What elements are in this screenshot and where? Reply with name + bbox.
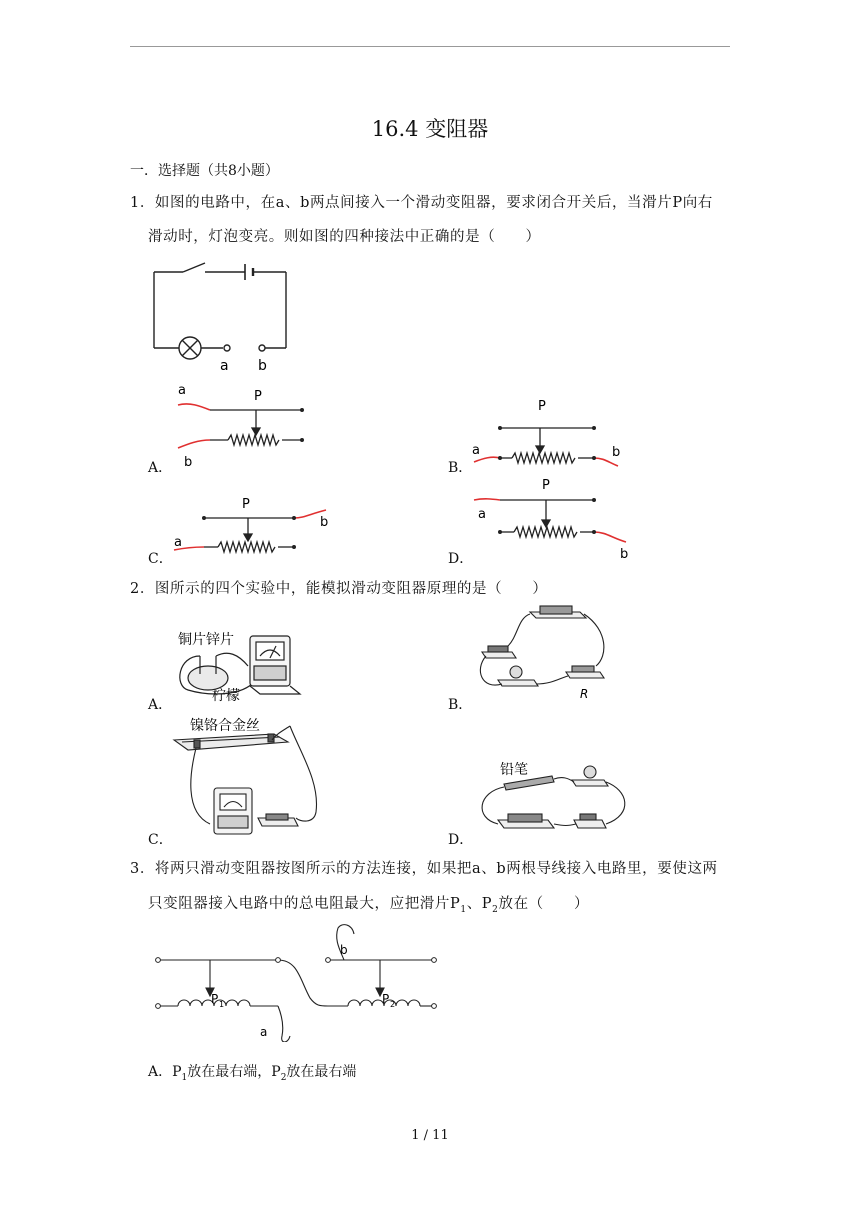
q1-option-a-diagram — [170, 380, 310, 472]
q1-option-c-label: C． — [148, 551, 173, 567]
q3-label-p2-sub: 2 — [390, 1000, 396, 1009]
q1-option-b-diagram — [470, 392, 630, 472]
question-2-line-1: 2．图所示的四个实验中，能模拟滑动变阻器原理的是（ ） — [130, 581, 548, 597]
q3-line2-sub1: 1 — [460, 904, 467, 915]
q3-option-a-sub1: 1 — [181, 1072, 188, 1083]
q1a-label-a: a — [178, 383, 186, 398]
question-3-line-2 — [148, 892, 589, 915]
question-3-line-1: 3．将两只滑动变阻器按图所示的方法连接，如果把a、b两根导线接入电路里，要使这两 — [130, 861, 718, 877]
q1a-label-b: b — [184, 455, 193, 470]
q2b-label-r: R — [580, 687, 589, 701]
q3-label-p1-sub: 1 — [219, 1000, 225, 1009]
q2-option-c-label: C． — [148, 832, 173, 848]
q1d-label-b: b — [620, 547, 629, 562]
q3-label-b: b — [340, 943, 348, 957]
q3-option-a-mid: 放在最右端，P — [187, 1064, 281, 1080]
q1-option-d-diagram — [470, 472, 640, 562]
q3-option-a-sub2: 2 — [280, 1072, 287, 1083]
q3-line2-sub2: 2 — [492, 904, 499, 915]
q2-option-a-diagram — [168, 626, 308, 708]
q3-line2-mid: 、P — [466, 896, 493, 912]
q1a-label-p: P — [254, 389, 262, 404]
q1d-label-p: P — [542, 478, 550, 493]
q1b-label-b: b — [612, 445, 621, 460]
q3-option-a — [148, 1061, 356, 1083]
q1c-label-a: a — [174, 535, 182, 550]
q2-option-a-label: A． — [148, 697, 173, 713]
q1b-label-p: P — [538, 399, 546, 414]
q3-double-rheostat-diagram — [148, 920, 448, 1042]
header-rule — [130, 46, 730, 47]
q1-circuit-label-a: a — [220, 358, 229, 374]
q3-line2-pre: 只变阻器接入电路中的总电阻最大，应把滑片P — [148, 896, 461, 912]
q1c-label-p: P — [242, 497, 250, 512]
page-number: 1 / 11 — [411, 1128, 449, 1143]
q1-option-d-label: D． — [448, 551, 474, 567]
q2a-label-copper-zinc: 铜片锌片 — [178, 632, 234, 648]
question-1-line-2: 滑动时，灯泡变亮。则如图的四种接法中正确的是（ ） — [148, 229, 541, 245]
q1b-label-a: a — [472, 443, 480, 458]
q1c-label-b: b — [320, 515, 329, 530]
q1-circuit-label-b: b — [258, 358, 267, 374]
q3-label-p2: P — [382, 992, 390, 1006]
page-title: 16.4 变阻器 — [371, 117, 489, 141]
q1d-label-a: a — [478, 507, 486, 522]
q3-option-a-pre: A．P — [148, 1064, 182, 1080]
q3-line2-post: 放在（ ） — [498, 896, 590, 912]
q2-option-b-diagram — [468, 600, 618, 710]
q2-option-b-label: B． — [448, 697, 473, 713]
section-heading: 一．选择题（共8小题） — [130, 163, 279, 179]
q2a-label-lemon: 柠檬 — [212, 688, 240, 704]
question-1-line-1: 1．如图的电路中，在a、b两点间接入一个滑动变阻器，要求闭合开关后，当滑片P向右 — [130, 195, 713, 211]
q2-option-d-label: D． — [448, 832, 474, 848]
q1-option-b-label: B． — [448, 460, 473, 476]
q2c-label-nichrome: 镍铬合金丝 — [190, 718, 260, 734]
q1-circuit-diagram — [145, 262, 295, 374]
q2d-label-pencil: 铅笔 — [500, 762, 528, 778]
q2-option-d-diagram — [468, 754, 638, 842]
q3-label-a: a — [260, 1025, 268, 1039]
q1-option-c-diagram — [170, 492, 340, 564]
q3-label-p1: P — [211, 992, 219, 1006]
q3-option-a-post: 放在最右端 — [286, 1064, 357, 1080]
q2-option-c-diagram — [170, 712, 330, 842]
q1-option-a-label: A． — [148, 460, 173, 476]
